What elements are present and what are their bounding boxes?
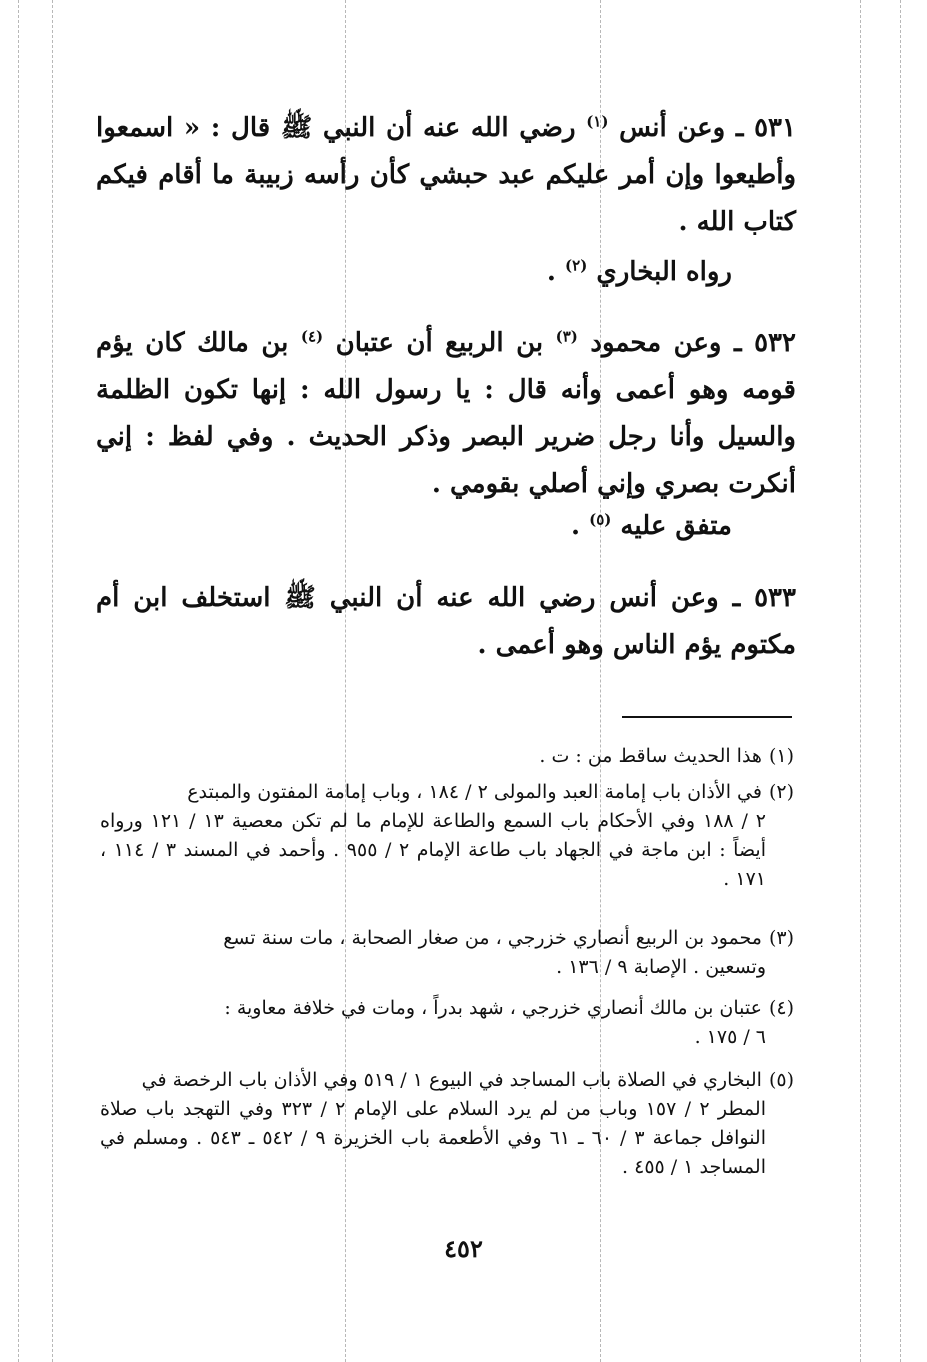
footnote-number: (٤) — [768, 997, 794, 1019]
footnote-number: (١) — [768, 745, 794, 767]
footnote-3 — [100, 924, 794, 982]
footnote-text: هذا الحديث ساقط من : ت . — [539, 745, 762, 767]
footnote-number: (٢) — [768, 781, 794, 803]
footnote-text: عتبان بن مالك أنصاري خزرجي ، شهد بدراً ، ومات في خلافة معاوية : — [224, 997, 762, 1019]
hadith-532-source — [132, 506, 732, 546]
footnote-ref-3[interactable]: (٣) — [555, 327, 578, 346]
footnote-1 — [100, 742, 794, 771]
footnote-4 — [100, 994, 794, 1052]
footnote-separator — [622, 716, 792, 718]
scan-guide-line — [18, 0, 19, 1362]
footnote-continuation: وتسعين . الإصابة ٩ / ١٣٦ . — [556, 956, 766, 978]
hadith-531-text-b: رضي الله عنه أن النبي ﷺ قال : « اسمعوا وأطيعوا وإن أمر عليكم عبد حبشي كأن رأسه زبيبة ما أقام فيكم كتاب الله . — [96, 113, 796, 237]
footnote-ref-2[interactable]: (٢) — [565, 256, 588, 275]
footnote-2 — [100, 778, 794, 894]
footnote-continuation: ٦ / ١٧٥ . — [694, 1026, 766, 1048]
footnote-ref-5[interactable]: (٥) — [589, 510, 612, 529]
footnote-number: (٥) — [768, 1069, 794, 1091]
page-number: ٤٥٢ — [444, 1234, 483, 1263]
hadith-532 — [96, 320, 796, 508]
footnote-text: محمود بن الربيع أنصاري خزرجي ، من صغار الصحابة ، مات سنة تسع — [223, 927, 762, 949]
footnote-text: البخاري في الصلاة باب المساجد في البيوع ١ / ٥١٩ وفي الأذان باب الرخصة في — [141, 1069, 762, 1091]
source-text: متفق عليه — [620, 511, 732, 541]
footnote-ref-1[interactable]: (١) — [586, 112, 609, 131]
hadith-532-text-b: بن الربيع أن عتبان — [335, 328, 544, 358]
footnote-continuation: المطر ٢ / ١٥٧ وباب من لم يرد السلام على الإمام ٢ / ٣٢٣ وفي التهجد باب صلاة النوافل جماعة ٣ / ٦٠ ـ ٦١ وفي الأطعمة باب الخزيرة ٩ / ٥٤٢ ـ ٥٤٣ . ومسلم في المساجد ١ / ٤٥٥ . — [100, 1098, 767, 1178]
hadith-532-text-c: بن مالك كان يؤم قومه وهو أعمى وأنه قال : يا رسول الله : إنها تكون الظلمة والسيل وأنا رجل ضرير البصر وذكر الحديث . وفي لفظ : إني أنكرت بصري وإني أصلي بقومي . — [96, 328, 796, 499]
hadith-533-text: ٥٣٣ ـ وعن أنس رضي الله عنه أن النبي ﷺ استخلف ابن أم مكتوم يؤم الناس وهو أعمى . — [96, 583, 796, 660]
footnote-ref-4[interactable]: (٤) — [300, 327, 324, 346]
source-text: رواه البخاري — [596, 257, 732, 287]
hadith-533 — [96, 575, 796, 669]
scan-guide-line — [52, 0, 53, 1362]
source-end: . — [570, 511, 581, 541]
hadith-532-text-a: ٥٣٢ ـ وعن محمود — [590, 328, 796, 358]
scan-guide-line — [900, 0, 901, 1362]
footnote-text: في الأذان باب إمامة العبد والمولى ٢ / ١٨٤ ، وباب إمامة المفتون والمبتدع — [187, 781, 762, 803]
scan-guide-line — [860, 0, 861, 1362]
hadith-531 — [96, 105, 796, 246]
source-end: . — [546, 257, 556, 287]
footnote-continuation: ٢ / ١٨٨ وفي الأحكام باب السمع والطاعة للإمام ما لم تكن معصية ١٣ / ١٢١ ورواه أيضاً : ابن ماجة في الجهاد باب طاعة الإمام ٢ / ٩٥٥ . وأحمد في المسند ٣ / ١١٤ ، ١٧١ . — [100, 810, 766, 890]
footnote-number: (٣) — [768, 927, 794, 949]
hadith-531-source — [132, 252, 732, 292]
footnote-5 — [100, 1066, 794, 1182]
hadith-531-text-a: ٥٣١ ـ وعن أنس — [619, 113, 796, 143]
